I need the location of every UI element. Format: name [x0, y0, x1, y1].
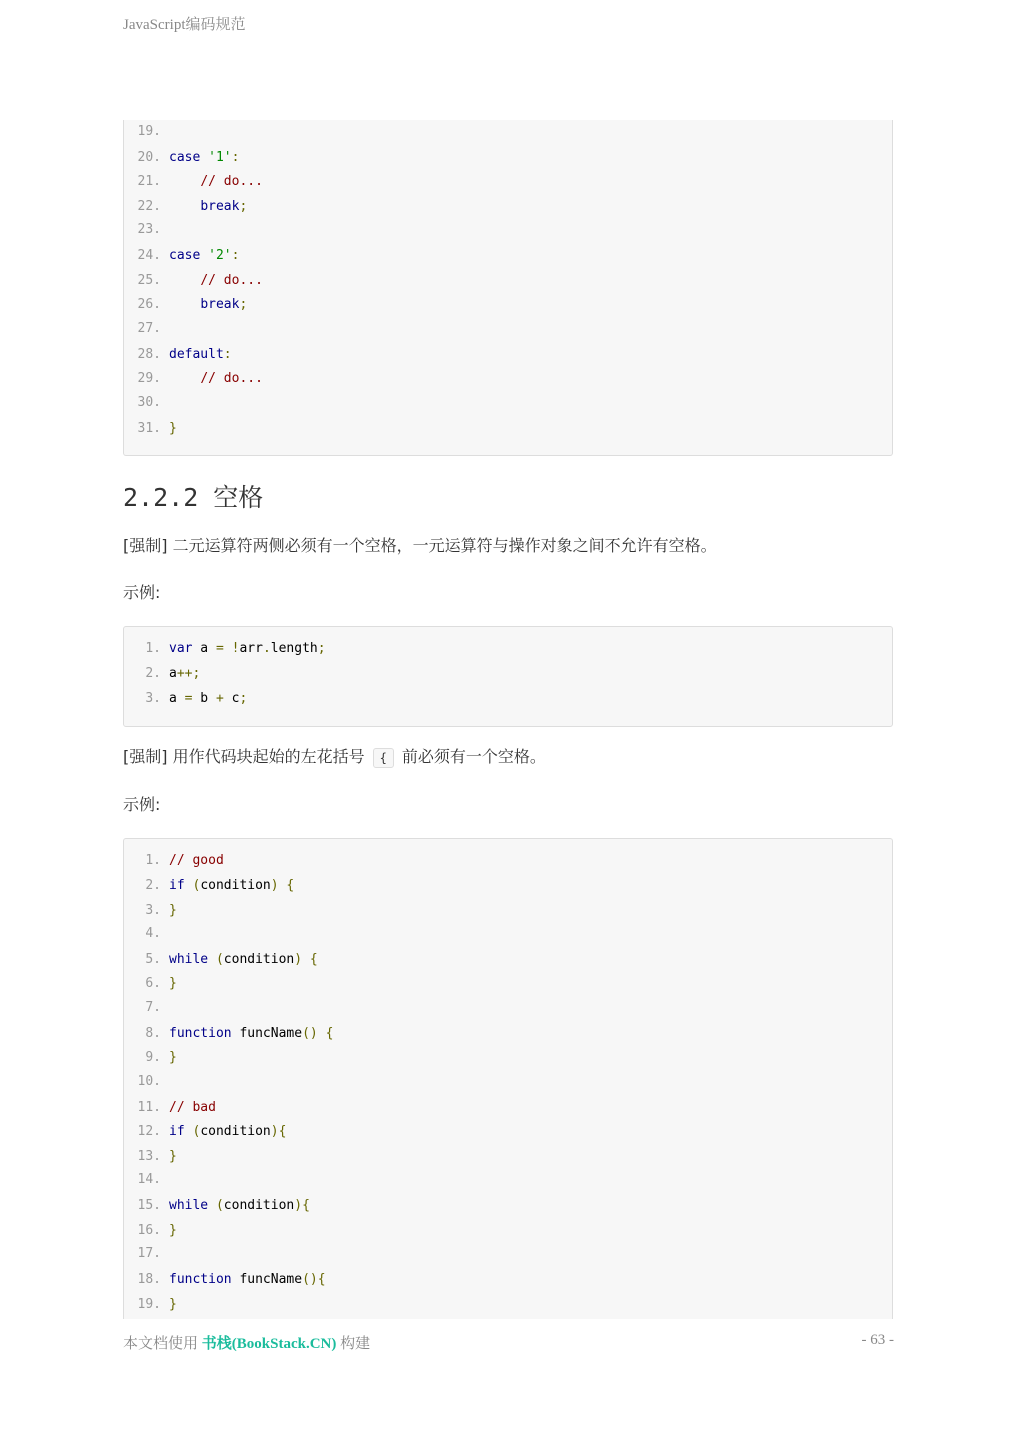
code-block-operator-example	[123, 626, 893, 727]
code-token: funcName	[231, 1272, 303, 1287]
code-token: :	[231, 150, 240, 165]
section-heading: 2.2.2 空格	[123, 483, 264, 512]
code-line	[124, 271, 263, 291]
line-number: 7.	[145, 1000, 161, 1015]
line-number: 20.	[137, 150, 161, 165]
line-number: 24.	[137, 248, 161, 263]
code-line	[124, 924, 169, 944]
code-token: }	[169, 1297, 177, 1312]
line-number: 10.	[137, 1074, 161, 1089]
line-number: 3.	[145, 903, 161, 918]
code-token: ){	[294, 1198, 310, 1213]
line-number: 12.	[137, 1124, 161, 1139]
code-token: var	[169, 641, 193, 656]
line-number: 15.	[137, 1198, 161, 1213]
line-number: 2.	[145, 666, 161, 681]
code-line	[124, 172, 263, 192]
code-token: (){	[302, 1272, 326, 1287]
code-line	[124, 1244, 169, 1264]
line-number: 31.	[137, 421, 161, 436]
code-token	[224, 641, 232, 656]
code-line	[124, 1147, 177, 1167]
code-block-switch-continued	[123, 120, 893, 456]
page-number: - 63 -	[861, 1332, 894, 1348]
footer-suffix: 构建	[340, 1336, 371, 1352]
code-line	[124, 689, 247, 709]
code-token: // do...	[200, 371, 263, 386]
code-token: ;	[317, 641, 326, 656]
code-token: }	[169, 903, 177, 918]
line-number: 8.	[145, 1026, 161, 1041]
line-number: 3.	[145, 691, 161, 706]
code-token: break	[200, 199, 240, 214]
code-token: (	[215, 1198, 224, 1213]
code-token: // do...	[200, 174, 263, 189]
example-label: 示例:	[123, 795, 161, 814]
rule-brace-spacing	[123, 744, 546, 768]
line-number: 2.	[145, 878, 161, 893]
code-line	[124, 246, 239, 266]
code-token	[302, 952, 310, 967]
line-number: 30.	[137, 395, 161, 410]
code-line	[124, 901, 177, 921]
code-token: default	[169, 347, 224, 362]
code-line	[124, 345, 232, 365]
code-token: funcName	[231, 1026, 303, 1041]
code-line	[124, 369, 263, 389]
code-line	[124, 393, 169, 413]
code-token: ()	[302, 1026, 318, 1041]
code-token: if	[169, 1124, 185, 1139]
code-line	[124, 1221, 177, 1241]
code-token: (	[192, 1124, 201, 1139]
line-number: 27.	[137, 321, 161, 336]
code-token: )	[270, 878, 279, 893]
line-number: 19.	[137, 1297, 161, 1312]
code-token: '1'	[208, 150, 232, 165]
code-token: =	[184, 691, 193, 706]
line-number: 1.	[145, 641, 161, 656]
code-token: c	[223, 691, 240, 706]
code-token: }	[169, 1149, 177, 1164]
code-line	[124, 295, 247, 315]
code-line	[124, 639, 326, 659]
code-token: arr	[239, 641, 263, 656]
line-number: 18.	[137, 1272, 161, 1287]
code-line	[124, 1295, 177, 1315]
code-line	[124, 1048, 177, 1068]
code-token: condition	[223, 1198, 295, 1213]
code-token	[169, 297, 200, 312]
code-token: // do...	[200, 273, 263, 288]
code-token: case	[169, 248, 201, 263]
code-line	[124, 974, 177, 994]
footer-attribution	[123, 1332, 370, 1353]
code-line	[124, 998, 169, 1018]
code-token: // bad	[169, 1100, 216, 1115]
inline-code-brace: {	[373, 748, 394, 768]
code-line	[124, 851, 224, 871]
line-number: 1.	[145, 853, 161, 868]
code-token: ;	[239, 691, 248, 706]
code-token: while	[169, 952, 209, 967]
code-line	[124, 1170, 169, 1190]
code-token: (	[192, 878, 201, 893]
code-line	[124, 1270, 326, 1290]
code-token: ){	[270, 1124, 287, 1139]
rule-binary-operator-spacing: [强制] 二元运算符两侧必须有一个空格，一元运算符与操作对象之间不允许有空格。	[123, 536, 717, 555]
line-number: 16.	[137, 1223, 161, 1238]
line-number: 9.	[145, 1050, 161, 1065]
code-token: if	[169, 878, 185, 893]
code-token: (	[215, 952, 224, 967]
code-line	[124, 122, 169, 142]
code-token: {	[286, 878, 295, 893]
code-token: !	[231, 641, 240, 656]
line-number: 19.	[137, 124, 161, 139]
rule-brace-text-after: 前必须有一个空格。	[401, 747, 546, 766]
code-line	[124, 1072, 169, 1092]
code-line	[124, 664, 200, 684]
code-token: :	[223, 347, 232, 362]
code-token	[169, 174, 200, 189]
code-line	[124, 1024, 333, 1044]
rule-brace-text-before: [强制] 用作代码块起始的左花括号	[123, 747, 365, 766]
code-token: }	[169, 1050, 177, 1065]
code-line	[124, 876, 294, 896]
code-token: :	[231, 248, 240, 263]
example-label: 示例:	[123, 583, 161, 602]
code-token: ;	[239, 199, 248, 214]
line-number: 23.	[137, 222, 161, 237]
line-number: 26.	[137, 297, 161, 312]
code-line	[124, 148, 239, 168]
code-token: {	[325, 1026, 334, 1041]
code-token: a	[192, 641, 216, 656]
code-token	[169, 371, 200, 386]
code-token: '2'	[208, 248, 232, 263]
line-number: 5.	[145, 952, 161, 967]
code-line	[124, 220, 169, 240]
code-line	[124, 950, 318, 970]
code-block-brace-example	[123, 838, 893, 1319]
code-token: case	[169, 150, 201, 165]
line-number: 29.	[137, 371, 161, 386]
code-line	[124, 1098, 216, 1118]
footer-prefix: 本文档使用	[123, 1336, 199, 1352]
code-token: }	[169, 976, 177, 991]
code-token: condition	[223, 952, 295, 967]
code-token: ;	[239, 297, 248, 312]
code-token: a	[169, 691, 185, 706]
code-line	[124, 1196, 310, 1216]
code-token: ++;	[176, 666, 201, 681]
code-token: =	[215, 641, 224, 656]
code-line	[124, 197, 247, 217]
code-token: while	[169, 1198, 209, 1213]
header-title: JavaScript编码规范	[123, 17, 246, 33]
code-token	[200, 150, 208, 165]
code-line	[124, 1122, 286, 1142]
code-token	[200, 248, 208, 263]
code-token: )	[294, 952, 303, 967]
line-number: 21.	[137, 174, 161, 189]
code-token: .	[262, 641, 271, 656]
code-token: // good	[169, 853, 224, 868]
code-line	[124, 419, 177, 439]
line-number: 14.	[137, 1172, 161, 1187]
code-token: b	[192, 691, 216, 706]
line-number: 4.	[145, 926, 161, 941]
line-number: 28.	[137, 347, 161, 362]
line-number: 11.	[137, 1100, 161, 1115]
code-token	[208, 952, 216, 967]
code-token: length	[270, 641, 318, 656]
code-token	[208, 1198, 216, 1213]
code-token: {	[309, 952, 318, 967]
code-token: a	[169, 666, 177, 681]
code-token	[318, 1026, 326, 1041]
code-token: condition	[200, 878, 271, 893]
code-token: +	[215, 691, 224, 706]
code-token	[169, 199, 200, 214]
code-token: }	[169, 1223, 177, 1238]
line-number: 6.	[145, 976, 161, 991]
code-token: condition	[200, 1124, 271, 1139]
code-token: break	[200, 297, 240, 312]
code-token	[169, 273, 200, 288]
line-number: 22.	[137, 199, 161, 214]
line-number: 17.	[137, 1246, 161, 1261]
line-number: 25.	[137, 273, 161, 288]
code-token: }	[169, 421, 177, 436]
code-line	[124, 319, 169, 339]
code-token: function	[169, 1272, 232, 1287]
code-token: function	[169, 1026, 232, 1041]
footer-bookstack-link[interactable]: 书栈(BookStack.CN)	[201, 1336, 337, 1352]
line-number: 13.	[137, 1149, 161, 1164]
